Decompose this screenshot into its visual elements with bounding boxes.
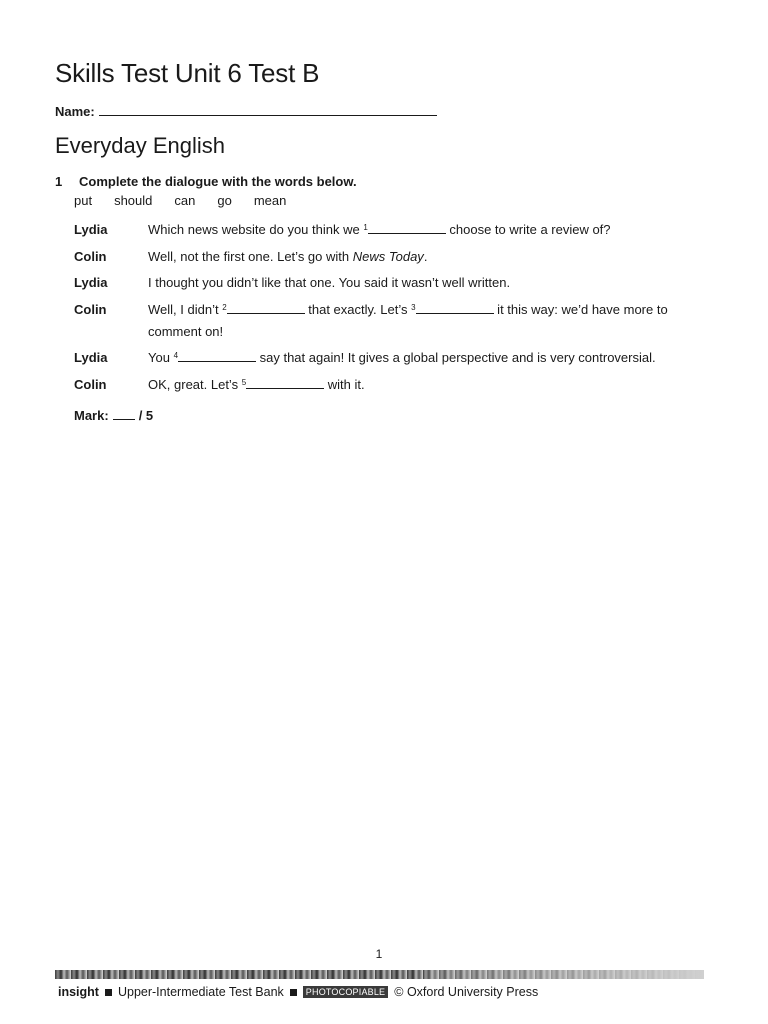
speaker-name: Colin xyxy=(74,376,107,392)
section-title: Everyday English xyxy=(55,133,225,158)
dialogue-line xyxy=(74,374,714,396)
question-heading xyxy=(55,174,357,189)
speaker-name: Lydia xyxy=(74,275,108,290)
product-name: Upper-Intermediate Test Bank xyxy=(117,985,284,999)
dialogue-line xyxy=(74,219,714,241)
name-blank-line xyxy=(99,103,437,116)
dialogue-text: I thought you didn’t like that one. You said it wasn’t well written. xyxy=(148,275,511,290)
gap-number: 2 xyxy=(222,302,227,312)
name-field xyxy=(55,103,437,119)
footer-photo-banner xyxy=(55,970,704,979)
page-number: 1 xyxy=(375,947,383,961)
answer-gap[interactable] xyxy=(227,302,305,314)
word-bank-item: can xyxy=(174,193,196,208)
dialogue-line xyxy=(74,299,714,343)
dialogue-text: Well, not the first one. Let’s go with News Today. xyxy=(148,248,428,264)
website-title: News Today xyxy=(352,248,424,264)
dialogue-line xyxy=(74,272,714,294)
gap-number: 4 xyxy=(173,351,179,360)
dialogue-text: Which news website do you think we $^1$ choose to write a review of? xyxy=(148,222,611,237)
dialogue-text: OK, great. Let’s $^5$ with it. xyxy=(148,376,365,392)
mark-blank[interactable] xyxy=(113,409,135,420)
question-instruction: Complete the dialogue with the words below. xyxy=(79,174,357,189)
word-bank xyxy=(74,193,308,208)
answer-gap[interactable] xyxy=(246,377,324,389)
mark-line xyxy=(74,408,153,423)
separator-square-icon xyxy=(105,989,112,996)
footer xyxy=(58,985,538,999)
speaker-name: Lydia xyxy=(74,350,108,365)
speaker-name: Colin xyxy=(74,301,107,317)
word-bank-item: mean xyxy=(253,193,287,208)
name-label: Name: xyxy=(55,104,95,119)
word-bank-item: put xyxy=(74,193,93,208)
brand-logo: insight xyxy=(58,985,99,999)
gap-number: 1 xyxy=(363,223,368,232)
dialogue-text: You $^4$ say that again! It gives a global perspective and is very controversial. xyxy=(148,350,656,365)
word-bank-item: go xyxy=(217,193,232,208)
gap-number: 5 xyxy=(241,377,247,387)
word-bank-item: should xyxy=(114,193,153,208)
separator-square-icon xyxy=(290,989,297,996)
dialogue-text: Well, I didn’t $^2$ that exactly. Let’s $^3$ it this way: we’d have more to comment on! xyxy=(148,301,668,339)
publisher: © Oxford University Press xyxy=(394,985,539,999)
dialogue xyxy=(74,219,714,400)
gap-number: 3 xyxy=(411,302,416,312)
answer-gap[interactable] xyxy=(368,222,446,234)
photocopiable-badge: PHOTOCOPIABLE xyxy=(303,986,388,998)
question-number: 1 xyxy=(55,174,63,189)
dialogue-line xyxy=(74,246,714,268)
mark-label: Mark: xyxy=(74,408,109,423)
speaker-name: Colin xyxy=(74,248,107,264)
answer-gap[interactable] xyxy=(178,350,256,362)
answer-gap[interactable] xyxy=(416,302,494,314)
mark-total: / 5 xyxy=(138,408,154,423)
dialogue-line xyxy=(74,347,714,369)
speaker-name: Lydia xyxy=(74,222,108,237)
page-title: Skills Test Unit 6 Test B xyxy=(55,58,320,88)
